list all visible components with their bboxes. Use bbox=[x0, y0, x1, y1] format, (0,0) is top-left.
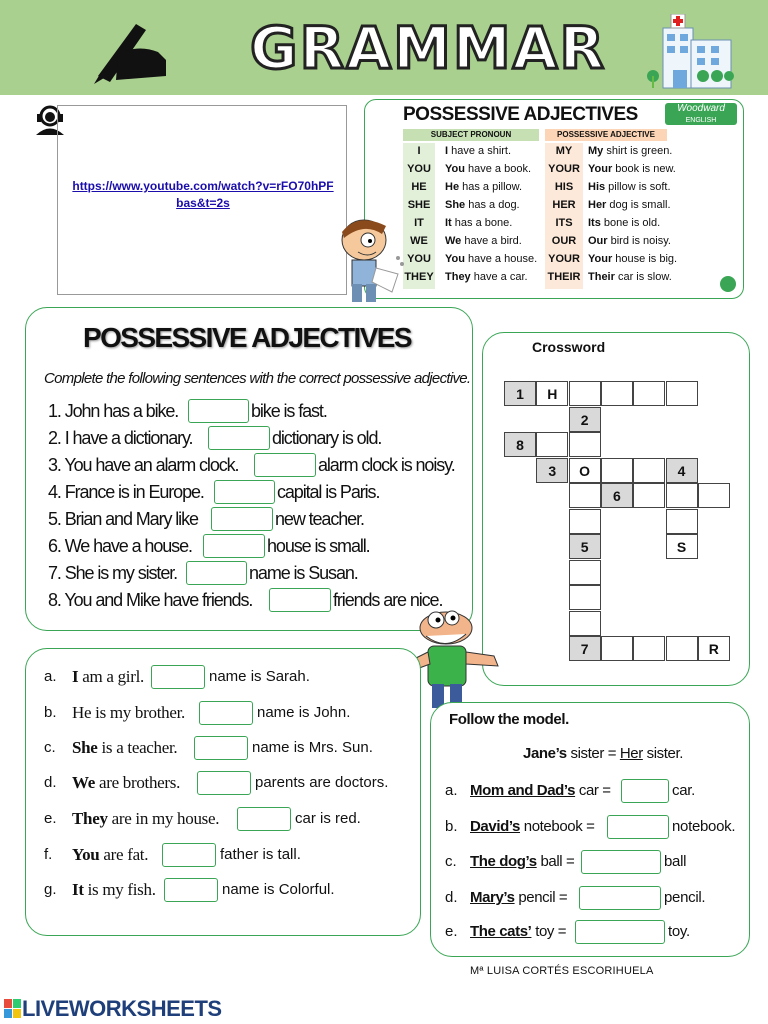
crossword-cell[interactable]: 1 bbox=[504, 381, 536, 406]
exercise2-rest: is my fish. bbox=[83, 880, 156, 899]
exercise2-letter: b. bbox=[44, 704, 57, 721]
brand-logo bbox=[665, 103, 737, 125]
exercise2-letter: d. bbox=[44, 774, 57, 791]
exercise1-sentence: 8. You and Mike have friends. bbox=[48, 590, 253, 610]
exercise3-phrase-end: notebook. bbox=[672, 818, 736, 835]
adjective-cell: HER bbox=[552, 199, 576, 211]
adjective-word: Her bbox=[588, 199, 607, 211]
crossword-cell[interactable] bbox=[666, 381, 698, 406]
exercise3-owner: Mom and Dad’s bbox=[470, 782, 576, 799]
crossword-box bbox=[482, 332, 750, 686]
adjective-cell: YOUR bbox=[548, 253, 580, 265]
crossword-cell[interactable] bbox=[601, 636, 633, 661]
exercise2-letter: g. bbox=[44, 881, 57, 898]
exercise2-sentence-end: name is Colorful. bbox=[222, 881, 335, 898]
adjective-cell: YOUR bbox=[548, 163, 580, 175]
exercise3-thing: car = bbox=[575, 782, 611, 799]
exercise3-answer-input[interactable] bbox=[581, 850, 661, 874]
exercise2-answer-input[interactable] bbox=[194, 736, 248, 760]
sentence-rest: has a bone. bbox=[451, 217, 513, 229]
exercise1-answer-input[interactable] bbox=[214, 480, 275, 504]
crossword-cell[interactable] bbox=[633, 636, 665, 661]
exercise2-letter: f. bbox=[44, 846, 53, 863]
adjective-rest: pillow is soft. bbox=[605, 181, 671, 193]
exercise3-letter: c. bbox=[445, 853, 457, 870]
crossword-cell[interactable] bbox=[666, 636, 698, 661]
exercise1-sentence: 5. Brian and Mary like bbox=[48, 509, 198, 529]
exercise3-answer-input[interactable] bbox=[575, 920, 665, 944]
exercise3-thing: toy = bbox=[531, 923, 567, 940]
exercise1-sentence-end: bike is fast. bbox=[251, 401, 327, 421]
exercise1-answer-input[interactable] bbox=[254, 453, 316, 477]
adjective-word: Its bbox=[588, 217, 601, 229]
exercise2-letter: e. bbox=[44, 810, 57, 827]
chart-card-title: POSSESSIVE ADJECTIVES bbox=[403, 104, 638, 125]
page-title: GRAMMAR bbox=[250, 14, 607, 82]
exercise2-sentence bbox=[72, 773, 180, 793]
liveworksheets-brand[interactable]: LIVEWORKSHEETS bbox=[22, 996, 222, 1021]
adjective-sentence bbox=[588, 217, 660, 229]
exercise1-answer-input[interactable] bbox=[203, 534, 265, 558]
exercise1-answer-input[interactable] bbox=[208, 426, 270, 450]
crossword-cell[interactable]: 7 bbox=[569, 636, 601, 661]
exercise2-rest: are in my house. bbox=[107, 809, 220, 828]
exercise1-sentence-end: capital is Paris. bbox=[277, 482, 380, 502]
adjective-sentence bbox=[588, 271, 672, 283]
exercise2-sentence bbox=[72, 738, 177, 758]
exercise1-answer-input[interactable] bbox=[269, 588, 331, 612]
exercise3-owner: Mary’s bbox=[470, 889, 515, 906]
crossword-cell[interactable] bbox=[569, 585, 601, 610]
exercise2-sentence bbox=[72, 809, 219, 829]
exercise2-rest: are fat. bbox=[99, 845, 149, 864]
crossword-cell[interactable] bbox=[569, 432, 601, 457]
exercise3-phrase-end: pencil. bbox=[664, 889, 706, 906]
exercise2-rest: is a teacher. bbox=[97, 738, 178, 757]
pronoun-cell: YOU bbox=[407, 253, 431, 265]
video-link-line1: https://www.youtube.com/watch?v=rFO70hPF bbox=[72, 179, 334, 193]
adjective-sentence bbox=[588, 199, 671, 211]
exercise2-subject: She bbox=[72, 738, 98, 757]
crossword-cell[interactable]: 2 bbox=[569, 407, 601, 432]
crossword-cell[interactable] bbox=[569, 560, 601, 585]
adjective-sentence bbox=[588, 253, 677, 265]
exercise1-instruction: Complete the following sentences with the correct possessive adjective. bbox=[44, 370, 471, 387]
pronoun-sentence bbox=[445, 235, 522, 247]
exercise2-sentence-end: father is tall. bbox=[220, 846, 301, 863]
brand-name: Woodward bbox=[677, 103, 725, 114]
crossword-cell[interactable] bbox=[666, 483, 698, 508]
exercise2-rest: am a girl. bbox=[78, 667, 144, 686]
exercise2-answer-input[interactable] bbox=[151, 665, 205, 689]
adjective-cell: HIS bbox=[554, 181, 574, 193]
sentence-rest: has a pillow. bbox=[459, 181, 523, 193]
exercise1-sentence: 7. She is my sister. bbox=[48, 563, 178, 583]
adjective-word: Your bbox=[588, 163, 613, 175]
exercise1-title: POSSESSIVE ADJECTIVES bbox=[83, 322, 411, 353]
adjective-rest: car is slow. bbox=[614, 271, 672, 283]
adjective-cell: THEIR bbox=[547, 271, 581, 283]
exercise2-letter: c. bbox=[44, 739, 56, 756]
col-header-subject: SUBJECT PRONOUN bbox=[403, 129, 539, 141]
exercise3-answer-input[interactable] bbox=[621, 779, 669, 803]
exercise3-owner: The cats’ bbox=[470, 923, 532, 940]
exercise3-phrase bbox=[470, 889, 567, 906]
exercise3-letter: e. bbox=[445, 923, 458, 940]
exercise2-sentence-end: parents are doctors. bbox=[255, 774, 389, 791]
exercise3-owner: The dog’s bbox=[470, 853, 537, 870]
adjective-rest: bone is old. bbox=[600, 217, 661, 229]
exercise2-sentence-end: car is red. bbox=[295, 810, 361, 827]
exercise1-sentence: 1. John has a bike. bbox=[48, 401, 179, 421]
adjective-sentence bbox=[588, 145, 672, 157]
crossword-cell[interactable]: R bbox=[698, 636, 730, 661]
exercise2-box bbox=[25, 648, 421, 936]
exercise2-sentence-end: name is John. bbox=[257, 704, 351, 721]
exercise2-answer-input[interactable] bbox=[237, 807, 291, 831]
boy-cartoon-icon bbox=[328, 212, 408, 304]
exercise3-thing: pencil = bbox=[514, 889, 568, 906]
adjective-word: My bbox=[588, 145, 604, 157]
pronoun-sentence bbox=[445, 253, 537, 265]
exercise3-thing: notebook = bbox=[520, 818, 595, 835]
pronoun-sentence bbox=[445, 217, 512, 229]
video-link-line2: bas&t=2s bbox=[176, 196, 230, 210]
sentence-rest: have a car. bbox=[470, 271, 528, 283]
exercise3-title: Follow the model. bbox=[449, 711, 569, 728]
pronoun-sentence bbox=[445, 199, 520, 211]
pronoun-sentence bbox=[445, 145, 511, 157]
crossword-cell[interactable]: O bbox=[569, 458, 601, 483]
exercise2-sentence bbox=[72, 667, 144, 687]
exercise1-sentence-end: name is Susan. bbox=[249, 563, 358, 583]
exercise1-sentence: 3. You have an alarm clock. bbox=[48, 455, 239, 475]
adjective-rest: dog is small. bbox=[606, 199, 671, 211]
exercise3-letter: d. bbox=[445, 889, 458, 906]
crossword-cell[interactable] bbox=[633, 458, 665, 483]
sentence-rest: has a dog. bbox=[465, 199, 520, 211]
writing-hand-icon bbox=[88, 14, 170, 86]
video-link[interactable] bbox=[58, 178, 348, 212]
exercise1-sentence-end: alarm clock is noisy. bbox=[318, 455, 455, 475]
crossword-cell[interactable] bbox=[698, 483, 730, 508]
crossword-cell[interactable]: 5 bbox=[569, 534, 601, 559]
exercise3-model bbox=[523, 745, 683, 762]
possessive-chart-card bbox=[364, 99, 744, 299]
exercise2-subject: You bbox=[72, 845, 100, 864]
crossword-cell[interactable]: 6 bbox=[601, 483, 633, 508]
exercise1-answer-input[interactable] bbox=[186, 561, 247, 585]
exercise2-sentence bbox=[72, 703, 185, 723]
exercise3-phrase bbox=[470, 853, 574, 870]
adjective-cell: ITS bbox=[555, 217, 573, 229]
pronoun-sentence bbox=[445, 181, 522, 193]
sentence-rest: have a shirt. bbox=[448, 145, 512, 157]
exercise3-phrase bbox=[470, 782, 611, 799]
exercise2-subject: I bbox=[72, 667, 79, 686]
exercise3-phrase-end: ball bbox=[664, 853, 687, 870]
model-mid: sister = bbox=[566, 745, 620, 762]
exercise2-rest: He is my brother. bbox=[72, 703, 185, 722]
exercise3-thing: ball = bbox=[536, 853, 575, 870]
exercise3-answer-input[interactable] bbox=[607, 815, 669, 839]
pronoun-sentence bbox=[445, 163, 531, 175]
pronoun-sentence bbox=[445, 271, 528, 283]
adjective-sentence bbox=[588, 235, 671, 247]
pronoun-cell: YOU bbox=[407, 163, 431, 175]
exercise2-sentence bbox=[72, 880, 156, 900]
sentence-subject: She bbox=[445, 199, 466, 211]
model-owner: Jane’s bbox=[523, 745, 567, 762]
crossword-cell[interactable]: 4 bbox=[666, 458, 698, 483]
adjective-sentence bbox=[588, 181, 671, 193]
crossword-cell[interactable] bbox=[569, 509, 601, 534]
liveworksheets-logo-icon bbox=[4, 999, 22, 1019]
crossword-cell[interactable] bbox=[666, 509, 698, 534]
hospital-icon bbox=[645, 14, 735, 92]
sentence-rest: have a bird. bbox=[461, 235, 522, 247]
exercise2-answer-input[interactable] bbox=[199, 701, 253, 725]
adjective-rest: house is big. bbox=[612, 253, 678, 265]
exercise2-answer-input[interactable] bbox=[197, 771, 251, 795]
exercise1-box bbox=[25, 307, 473, 631]
sentence-subject: I bbox=[445, 145, 449, 157]
author-credit: Mª LUISA CORTÉS ESCORIHUELA bbox=[470, 965, 654, 977]
sentence-subject: They bbox=[445, 271, 471, 283]
crossword-cell[interactable] bbox=[536, 432, 568, 457]
crossword-cell[interactable]: 8 bbox=[504, 432, 536, 457]
exercise2-sentence-end: name is Sarah. bbox=[209, 668, 310, 685]
model-end: sister. bbox=[642, 745, 683, 762]
exercise1-sentence: 2. I have a dictionary. bbox=[48, 428, 193, 448]
adjective-word: Your bbox=[588, 253, 613, 265]
exercise3-phrase bbox=[470, 923, 566, 940]
crossword-cell[interactable]: S bbox=[666, 534, 698, 559]
exercise2-subject: They bbox=[72, 809, 108, 828]
exercise1-sentence-end: house is small. bbox=[267, 536, 370, 556]
sentence-subject: We bbox=[445, 235, 462, 247]
crossword-cell[interactable]: 3 bbox=[536, 458, 568, 483]
crossword-cell[interactable] bbox=[633, 483, 665, 508]
crossword-cell[interactable] bbox=[601, 458, 633, 483]
exercise3-phrase-end: car. bbox=[672, 782, 695, 799]
crossword-cell[interactable] bbox=[569, 611, 601, 636]
model-answer: Her bbox=[619, 745, 643, 762]
adjective-word: His bbox=[588, 181, 606, 193]
exercise1-sentence-end: new teacher. bbox=[275, 509, 364, 529]
crossword-cell[interactable] bbox=[633, 381, 665, 406]
exercise2-answer-input[interactable] bbox=[164, 878, 218, 902]
adjective-rest: book is new. bbox=[612, 163, 676, 175]
exercise2-subject: It bbox=[72, 880, 84, 899]
adjective-sentence bbox=[588, 163, 676, 175]
brand-dot-icon bbox=[720, 276, 736, 292]
sentence-subject: You bbox=[445, 163, 465, 175]
exercise2-sentence-end: name is Mrs. Sun. bbox=[252, 739, 373, 756]
exercise2-subject: We bbox=[72, 773, 96, 792]
adjective-rest: shirt is green. bbox=[603, 145, 673, 157]
exercise1-answer-input[interactable] bbox=[211, 507, 273, 531]
sentence-rest: have a house. bbox=[464, 253, 538, 265]
exercise2-letter: a. bbox=[44, 668, 57, 685]
crossword-cell[interactable] bbox=[569, 381, 601, 406]
exercise3-answer-input[interactable] bbox=[579, 886, 661, 910]
sentence-rest: have a book. bbox=[464, 163, 532, 175]
pronoun-cell: I bbox=[417, 145, 421, 157]
exercise3-phrase-end: toy. bbox=[668, 923, 690, 940]
exercise2-sentence bbox=[72, 845, 148, 865]
crossword-cell[interactable] bbox=[569, 483, 601, 508]
exercise1-sentence-end: dictionary is old. bbox=[272, 428, 382, 448]
col-header-possessive: POSSESSIVE ADJECTIVE bbox=[545, 129, 667, 141]
crossword-title: Crossword bbox=[532, 339, 606, 355]
exercise1-sentence-end: friends are nice. bbox=[333, 590, 443, 610]
crossword-cell[interactable]: H bbox=[536, 381, 568, 406]
exercise2-answer-input[interactable] bbox=[162, 843, 216, 867]
exercise3-owner: David’s bbox=[470, 818, 521, 835]
sentence-subject: He bbox=[445, 181, 460, 193]
exercise1-answer-input[interactable] bbox=[188, 399, 249, 423]
exercise3-letter: b. bbox=[445, 818, 458, 835]
pronoun-cell: WE bbox=[410, 235, 428, 247]
exercise1-sentence: 6. We have a house. bbox=[48, 536, 192, 556]
adjective-word: Our bbox=[588, 235, 608, 247]
exercise2-rest: are brothers. bbox=[95, 773, 181, 792]
adjective-rest: bird is noisy. bbox=[607, 235, 671, 247]
pronoun-cell: THEY bbox=[404, 271, 434, 283]
sentence-subject: You bbox=[445, 253, 465, 265]
sentence-subject: It bbox=[445, 217, 452, 229]
exercise3-box bbox=[430, 702, 750, 957]
crossword-cell[interactable] bbox=[601, 381, 633, 406]
pronoun-cell: IT bbox=[414, 217, 424, 229]
brand-sub: ENGLISH bbox=[685, 117, 717, 124]
adjective-word: Their bbox=[588, 271, 615, 283]
adjective-cell: OUR bbox=[551, 235, 577, 247]
exercise1-sentence: 4. France is in Europe. bbox=[48, 482, 204, 502]
video-box bbox=[57, 105, 347, 295]
pronoun-cell: HE bbox=[411, 181, 427, 193]
adjective-cell: MY bbox=[555, 145, 573, 157]
exercise3-phrase bbox=[470, 818, 594, 835]
pronoun-cell: SHE bbox=[407, 199, 431, 211]
exercise3-letter: a. bbox=[445, 782, 458, 799]
